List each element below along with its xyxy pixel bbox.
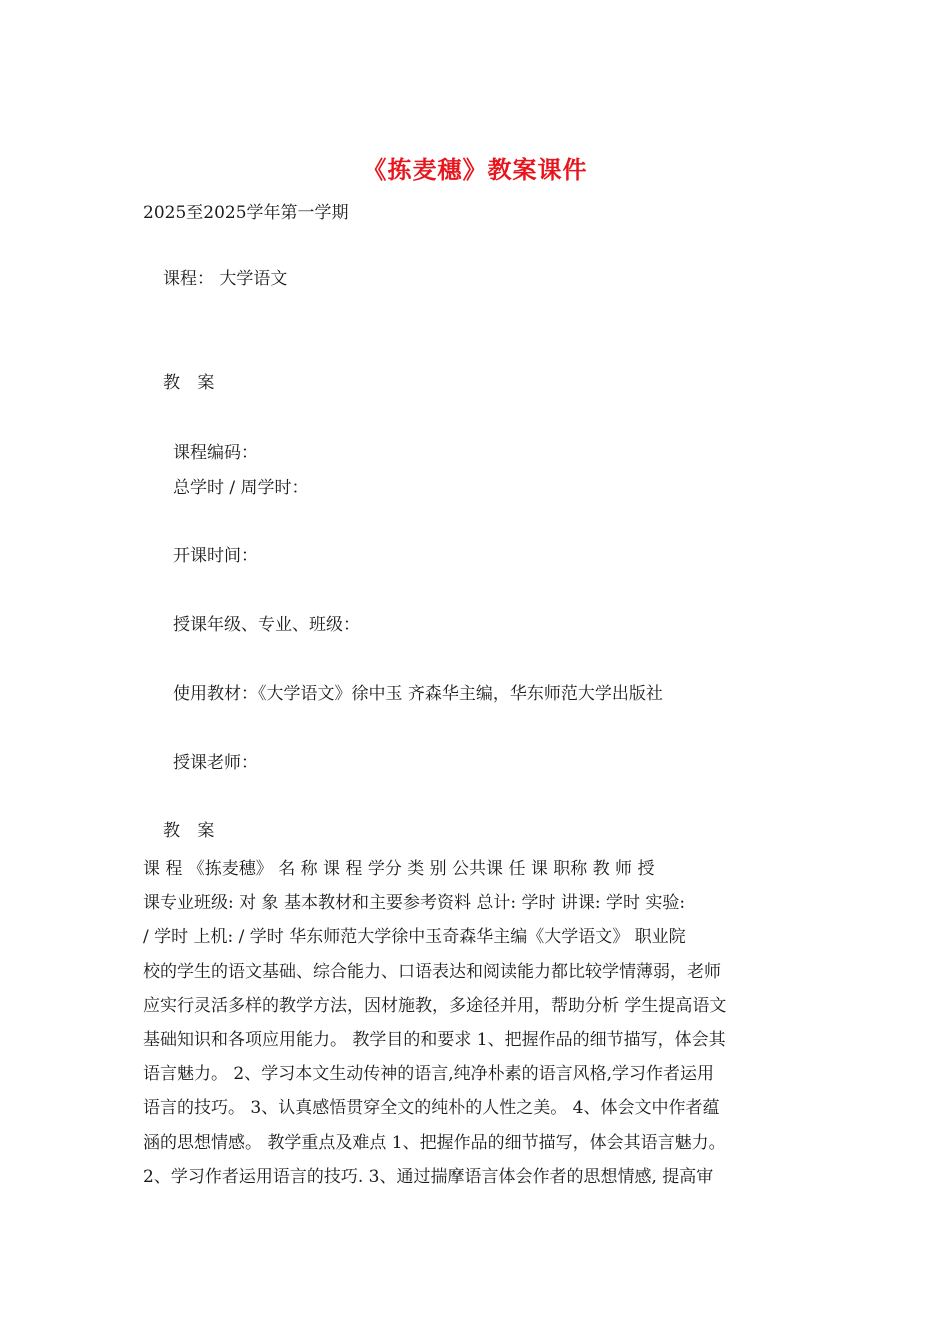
lesson-plan-heading: 教 案 [163,373,221,393]
teacher-field: 授课老师： [173,753,258,773]
document-title: 《拣麦穗》教案课件 [362,155,588,184]
textbook-field: 使用教材：《大学语文》徐中玉 齐森华主编，华东师范大学出版社 [173,684,663,704]
semester-line: 2025至2025学年第一学期 [143,203,349,223]
body-line: 校的学生的语文基础、综合能力、口语表达和阅读能力都比较学情薄弱，老师 [143,961,721,982]
body-line: 语言的技巧。 3、认真感悟贯穿全文的纯朴的人性之美。 4、体会文中作者蕴 [143,1098,720,1119]
start-time-field: 开课时间： [173,546,258,566]
lesson-plan-heading-2: 教 案 [163,821,221,841]
body-line: 语言魅力。 2、学习本文生动传神的语言,纯净朴素的语言风格,学习作者运用 [143,1064,715,1085]
body-line: 课专业班级: 对 象 基本教材和主要参考资料 总计: 学时 讲课: 学时 实验: [143,893,686,914]
course-line: 课程： 大学语文 [163,269,288,289]
body-line: 应实行灵活多样的教学方法，因材施教，多途径并用，帮助分析 学生提高语文 [143,995,727,1016]
body-line: 基础知识和各项应用能力。 教学目的和要求 1、把握作品的细节描写，体会其 [143,1030,726,1051]
hours-field: 总学时 / 周学时： [173,478,309,498]
body-line: 课 程 《拣麦穗》 名 称 课 程 学分 类 别 公共课 任 课 职称 教 师 授 [143,859,655,879]
body-line: / 学时 上机: / 学时 华东师范大学徐中玉奇森华主编《大学语文》 职业院 [143,927,686,948]
body-line: 2、学习作者运用语言的技巧. 3、通过揣摩语言体会作者的思想情感, 提高审 [143,1166,714,1187]
grade-major-class-field: 授课年级、专业、班级： [173,615,360,635]
course-code-field: 课程编码： [173,443,258,463]
body-line: 涵的思想情感。 教学重点及难点 1、把握作品的细节描写，体会其语言魅力。 [143,1132,726,1153]
body-paragraph [143,852,810,1194]
